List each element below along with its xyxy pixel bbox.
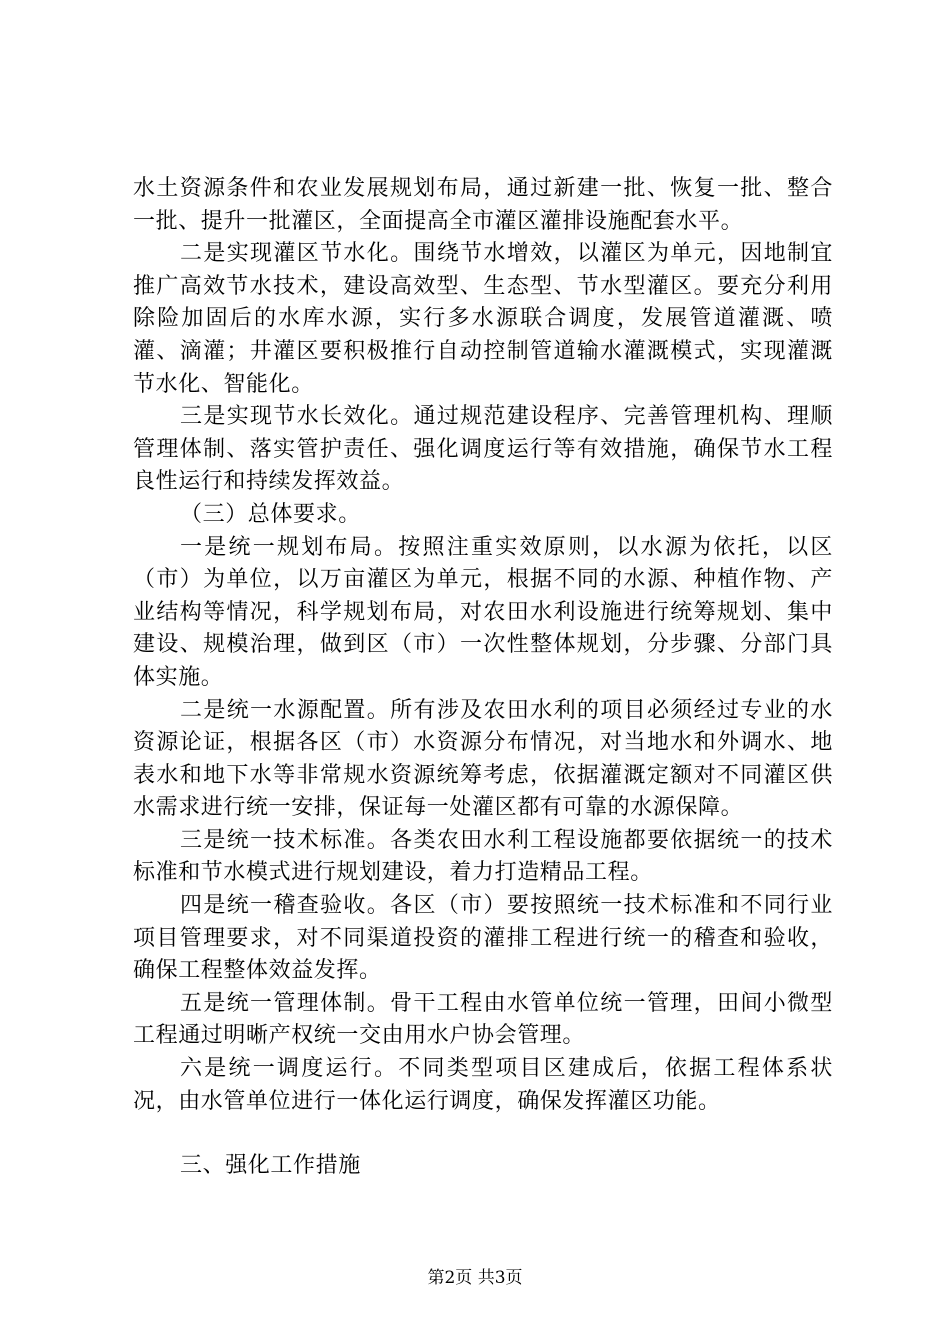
document-body <box>133 173 833 1118</box>
paragraph-unified-planning: 一是统一规划布局。按照注重实效原则，以水源为依托，以区（市）为单位，以万亩灌区为单元，根据不同的水源、种植作物、产业结构等情况，科学规划布局，对农田水利设施进行统筹规划、集中建设、规模治理，做到区（市）一次性整体规划，分步骤、分部门具体实施。 <box>133 534 833 690</box>
paragraph-unified-inspection: 四是统一稽查验收。各区（市）要按照统一技术标准和不同行业项目管理要求，对不同渠道投资的灌排工程进行统一的稽查和验收，确保工程整体效益发挥。 <box>133 893 833 984</box>
paragraph-unified-water-allocation: 二是统一水源配置。所有涉及农田水利的项目必须经过专业的水资源论证，根据各区（市）水资源分布情况，对当地水和外调水、地表水和地下水等非常规水资源统筹考虑，依据灌溉定额对不同灌区供水需求进行统一安排，保证每一处灌区都有可靠的水源保障。 <box>133 697 833 821</box>
subheading-overall-requirements: （三）总体要求。 <box>180 501 361 527</box>
paragraph-continued: 水土资源条件和农业发展规划布局，通过新建一批、恢复一批、整合一批、提升一批灌区，全面提高全市灌区灌排设施配套水平。 <box>133 176 833 234</box>
paragraph-long-term-water-saving: 三是实现节水长效化。通过规范建设程序、完善管理机构、理顺管理体制、落实管护责任、强化调度运行等有效措施，确保节水工程良性运行和持续发挥效益。 <box>133 404 833 495</box>
paragraph-unified-management: 五是统一管理体制。骨干工程由水管单位统一管理，田间小微型工程通过明晰产权统一交由用水户协会管理。 <box>133 990 833 1049</box>
paragraph-irrigation-water-saving: 二是实现灌区节水化。围绕节水增效，以灌区为单元，因地制宜推广高效节水技术，建设高效型、生态型、节水型灌区。要充分利用除险加固后的水库水源，实行多水源联合调度，发展管道灌溉、喷灌、滴灌；井灌区要积极推行自动控制管道输水灌溉模式，实现灌溉节水化、智能化。 <box>133 241 833 397</box>
paragraph-unified-technical-standards: 三是统一技术标准。各类农田水利工程设施都要依据统一的技术标准和节水模式进行规划建设，着力打造精品工程。 <box>133 827 833 886</box>
page-footer: 第2页 共3页 <box>427 1268 523 1288</box>
section-heading: 三、强化工作措施 <box>180 1153 361 1178</box>
paragraph-unified-dispatch: 六是统一调度运行。不同类型项目区建成后，依据工程体系状况，由水管单位进行一体化运行调度，确保发挥灌区功能。 <box>133 1056 833 1114</box>
